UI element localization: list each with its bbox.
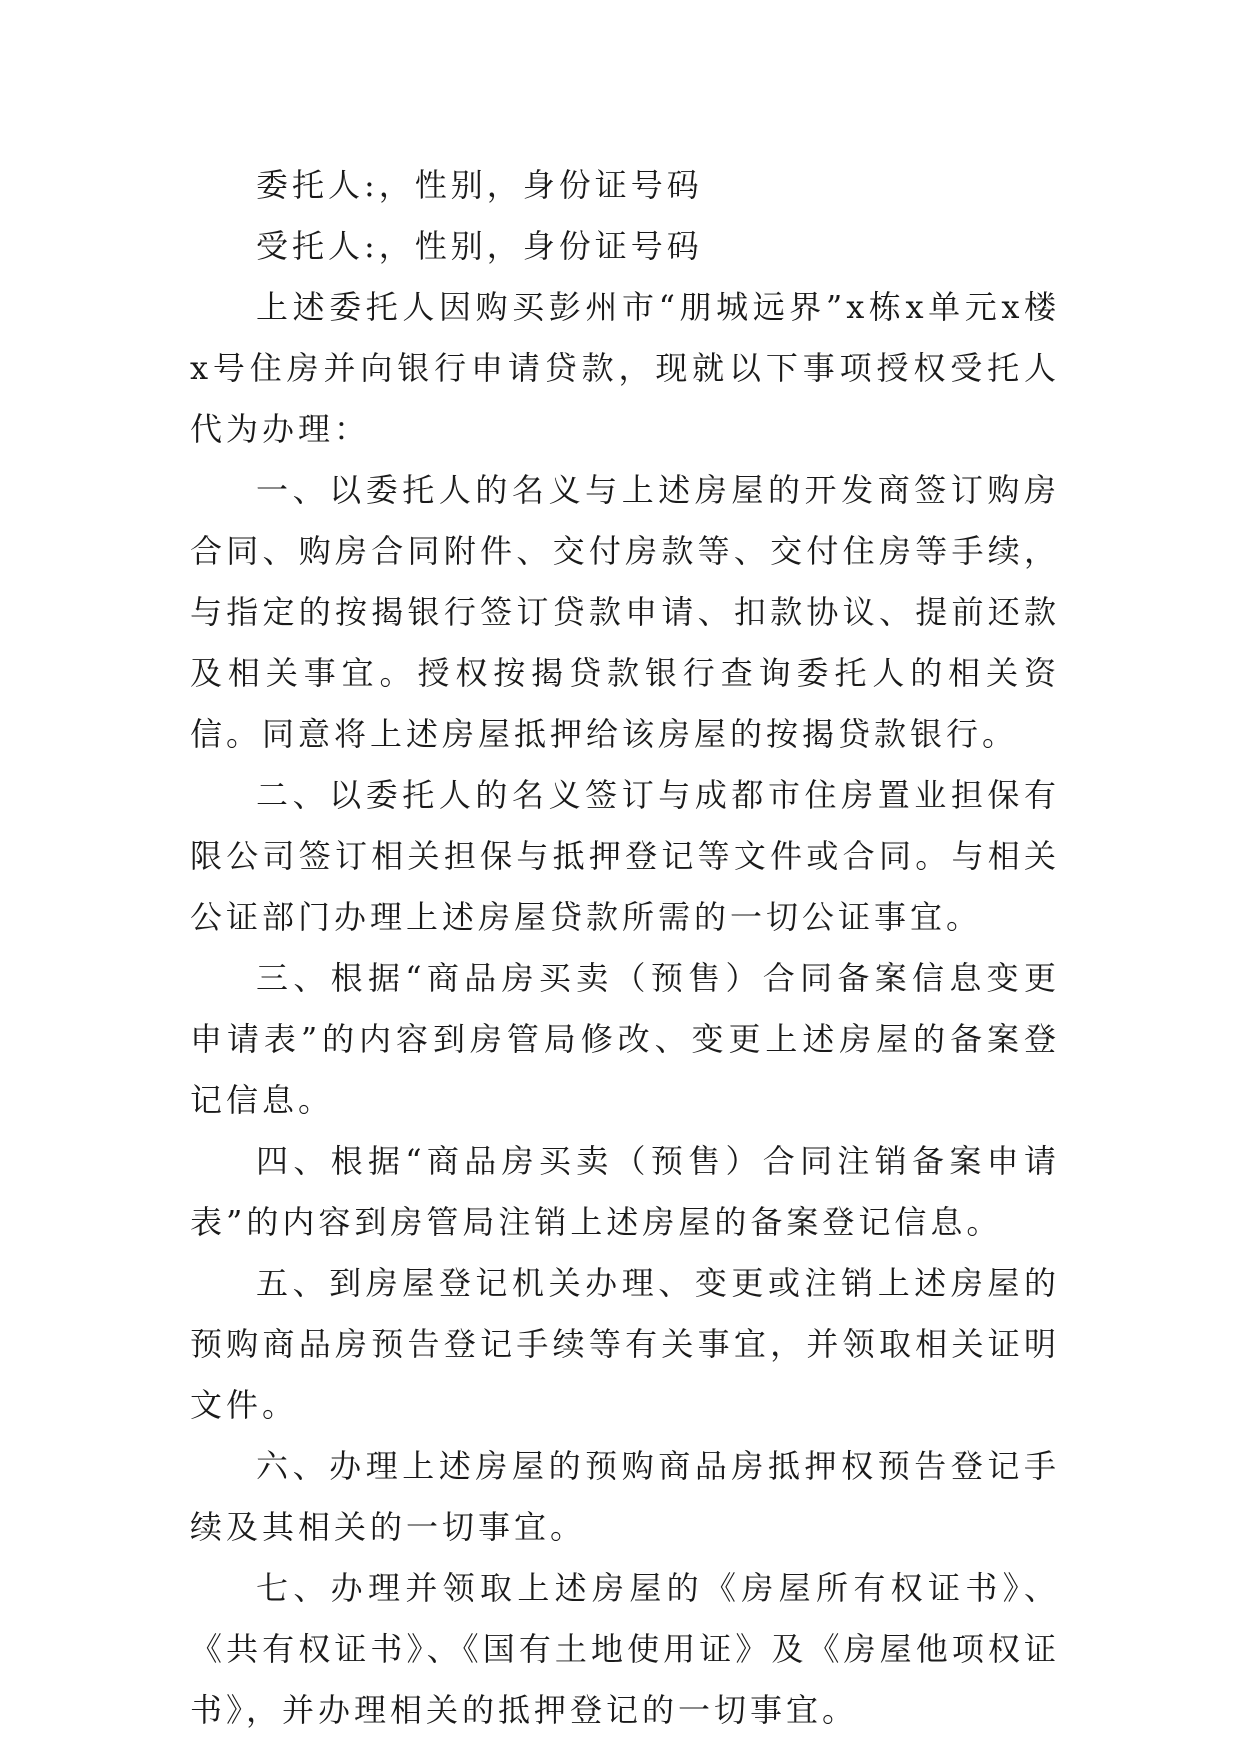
document-body [190,155,1060,1741]
principal-line: 委托人:，性别，身份证号码 [256,166,703,204]
clause-5: 五、到房屋登记机关办理、变更或注销上述房屋的预购商品房预告登记手续等有关事宜，并领取相关证明文件。 [190,1264,1060,1424]
clause-1: 一、以委托人的名义与上述房屋的开发商签订购房合同、购房合同附件、交付房款等、交付住房等手续，与指定的按揭银行签订贷款申请、扣款协议、提前还款及相关事宜。授权按揭贷款银行查询委托人的相关资信。同意将上述房屋抵押给该房屋的按揭贷款银行。 [190,471,1060,753]
clause-4: 四、根据“商品房买卖（预售）合同注销备案申请表”的内容到房管局注销上述房屋的备案登记信息。 [190,1142,1060,1241]
clause-6: 六、办理上述房屋的预购商品房抵押权预告登记手续及其相关的一切事宜。 [190,1447,1060,1546]
intro-paragraph: 上述委托人因购买彭州市“朋城远界”x栋x单元x楼x号住房并向银行申请贷款，现就以下事项授权受托人代为办理： [190,288,1060,448]
clause-2: 二、以委托人的名义签订与成都市住房置业担保有限公司签订相关担保与抵押登记等文件或合同。与相关公证部门办理上述房屋贷款所需的一切公证事宜。 [190,776,1060,936]
clause-7: 七、办理并领取上述房屋的《房屋所有权证书》、《共有权证书》、《国有土地使用证》及《房屋他项权证书》，并办理相关的抵押登记的一切事宜。 [190,1569,1060,1729]
clause-3: 三、根据“商品房买卖（预售）合同备案信息变更申请表”的内容到房管局修改、变更上述房屋的备案登记信息。 [190,959,1060,1119]
agent-line: 受托人:，性别，身份证号码 [256,227,703,265]
